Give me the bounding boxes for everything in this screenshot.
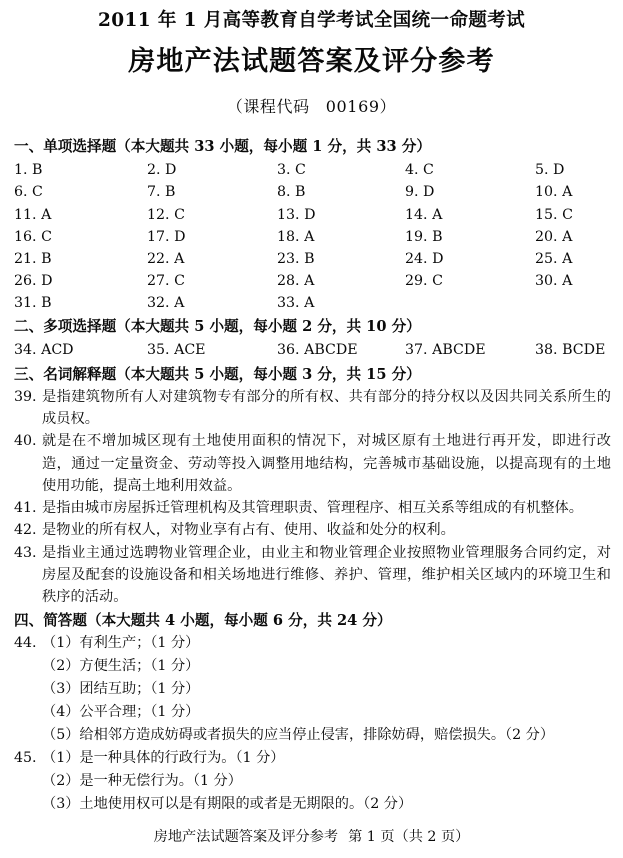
item-text: 是指由城市房屋拆迁管理机构及其管理职责、管理程序、相互关系等组成的有机整体。	[42, 500, 584, 517]
point-text: （2）是一种无偿行为。（1 分）	[42, 773, 242, 790]
section-heading-single-choice: 一、单项选择题（本大题共 33 小题，每小题 1 分，共 33 分）	[14, 138, 431, 156]
answer-cell: 10. A	[535, 184, 573, 201]
item-text: 是物业的所有权人，对物业享有占有、使用、收益和处分的权利。	[42, 522, 455, 539]
point-text: （4）公平合理；（1 分）	[42, 704, 200, 721]
point-text: （1）有利生产；（1 分）	[42, 635, 200, 652]
answer-cell: 14. A	[405, 206, 443, 223]
answer-cell: 16. C	[14, 228, 52, 245]
section-heading-term-explanation: 三、名词解释题（本大题共 5 小题，每小题 3 分，共 15 分）	[14, 365, 421, 383]
term-explanation-item	[14, 386, 611, 430]
item-text: 是指业主通过选聘物业管理企业，由业主和物业管理企业按照物业管理服务合同约定，对房屋及配套的设施设备和相关场地进行维修、养护、管理，维护相关区域内的环境卫生和秩序的活动。	[42, 544, 611, 605]
answer-cell: 24. D	[405, 250, 444, 267]
answer-cell: 38. BCDE	[535, 342, 606, 359]
section-heading-multi-choice: 二、多项选择题（本大题共 5 小题，每小题 2 分，共 10 分）	[14, 317, 421, 335]
answer-cell: 26. D	[14, 272, 53, 289]
answer-cell: 28. A	[277, 272, 315, 289]
short-answer-point	[14, 747, 611, 770]
answer-cell: 34. ACD	[14, 342, 74, 359]
answer-cell: 11. A	[14, 206, 52, 223]
answer-cell: 30. A	[535, 272, 573, 289]
item-text: 是指建筑物所有人对建筑物专有部分的所有权、共有部分的持分权以及因共同关系所生的成员权。	[42, 389, 611, 428]
term-explanation-item	[14, 497, 611, 519]
short-answer-point	[14, 793, 611, 816]
item-number: 43.	[14, 544, 37, 561]
answer-cell: 9. D	[405, 184, 435, 201]
document-header	[0, 0, 623, 117]
answer-cell: 36. ABCDE	[277, 342, 358, 359]
answer-cell: 17. D	[147, 228, 186, 245]
term-explanation-item	[14, 542, 611, 609]
item-number: 40.	[14, 433, 37, 450]
short-answer-point	[14, 678, 611, 701]
answer-cell: 31. B	[14, 294, 52, 311]
answer-cell: 15. C	[535, 206, 573, 223]
short-answer-point	[14, 655, 611, 678]
answer-cell: 1. B	[14, 162, 43, 179]
answer-cell: 5. D	[535, 162, 565, 179]
document-body	[0, 136, 623, 816]
course-code-label: （课程代码	[226, 97, 310, 117]
answer-cell: 12. C	[147, 206, 185, 223]
term-explanation-list	[14, 386, 611, 608]
point-text: （3）土地使用权可以是有期限的或者是无期限的。（2 分）	[42, 796, 413, 813]
item-number: 45.	[14, 750, 37, 767]
answer-cell: 21. B	[14, 250, 52, 267]
single-choice-answer-grid	[14, 159, 611, 314]
point-text: （1）是一种具体的行政行为。（1 分）	[42, 750, 285, 767]
item-number: 44.	[14, 635, 37, 652]
answer-cell: 6. C	[14, 184, 43, 201]
answer-cell: 23. B	[277, 250, 315, 267]
item-text: 就是在不增加城区现有土地使用面积的情况下，对城区原有土地进行再开发，即进行改造，通过一定量资金、劳动等投入调整用地结构，完善城市基础设施，以提高现有的土地使用功能，提高土地利用效益。	[42, 433, 611, 494]
answer-cell: 22. A	[147, 250, 185, 267]
footer-page-number: 第 1 页（共 2 页）	[348, 829, 470, 845]
point-text: （2）方便生活；（1 分）	[42, 658, 200, 675]
answer-cell: 35. ACE	[147, 342, 206, 359]
point-text: （3）团结互助；（1 分）	[42, 681, 200, 698]
answer-cell: 33. A	[277, 294, 315, 311]
answer-cell: 8. B	[277, 184, 306, 201]
term-explanation-item	[14, 430, 611, 497]
item-number: 42.	[14, 522, 37, 539]
course-code	[0, 94, 623, 117]
answer-cell: 27. C	[147, 272, 185, 289]
answer-cell: 18. A	[277, 228, 315, 245]
answer-cell: 3. C	[277, 162, 306, 179]
multi-choice-answer-grid	[14, 339, 611, 362]
answer-cell: 37. ABCDE	[405, 342, 486, 359]
answer-cell: 25. A	[535, 250, 573, 267]
short-answer-list	[14, 632, 611, 816]
footer-title: 房地产法试题答案及评分参考	[153, 829, 339, 845]
item-number: 41.	[14, 500, 37, 517]
term-explanation-item	[14, 519, 611, 541]
item-number: 39.	[14, 389, 37, 405]
short-answer-point	[14, 701, 611, 724]
short-answer-point	[14, 632, 611, 655]
page-footer	[0, 826, 623, 846]
point-text: （5）给相邻方造成妨碍或者损失的应当停止侵害，排除妨碍，赔偿损失。（2 分）	[42, 727, 555, 744]
answer-cell: 4. C	[405, 162, 434, 179]
answer-cell: 7. B	[147, 184, 176, 201]
page-title: 房地产法试题答案及评分参考	[128, 46, 495, 78]
short-answer-point	[14, 770, 611, 793]
answer-cell: 13. D	[277, 206, 316, 223]
exam-session-line: 2011 年 1 月高等教育自学考试全国统一命题考试	[97, 10, 526, 31]
answer-cell: 32. A	[147, 294, 185, 311]
section-heading-short-answer: 四、简答题（本大题共 4 小题，每小题 6 分，共 24 分）	[14, 612, 392, 630]
answer-cell: 2. D	[147, 162, 177, 179]
short-answer-point	[14, 724, 611, 747]
answer-cell: 20. A	[535, 228, 573, 245]
course-code-value: 00169）	[325, 97, 397, 117]
answer-cell: 29. C	[405, 272, 443, 289]
answer-cell: 19. B	[405, 228, 443, 245]
